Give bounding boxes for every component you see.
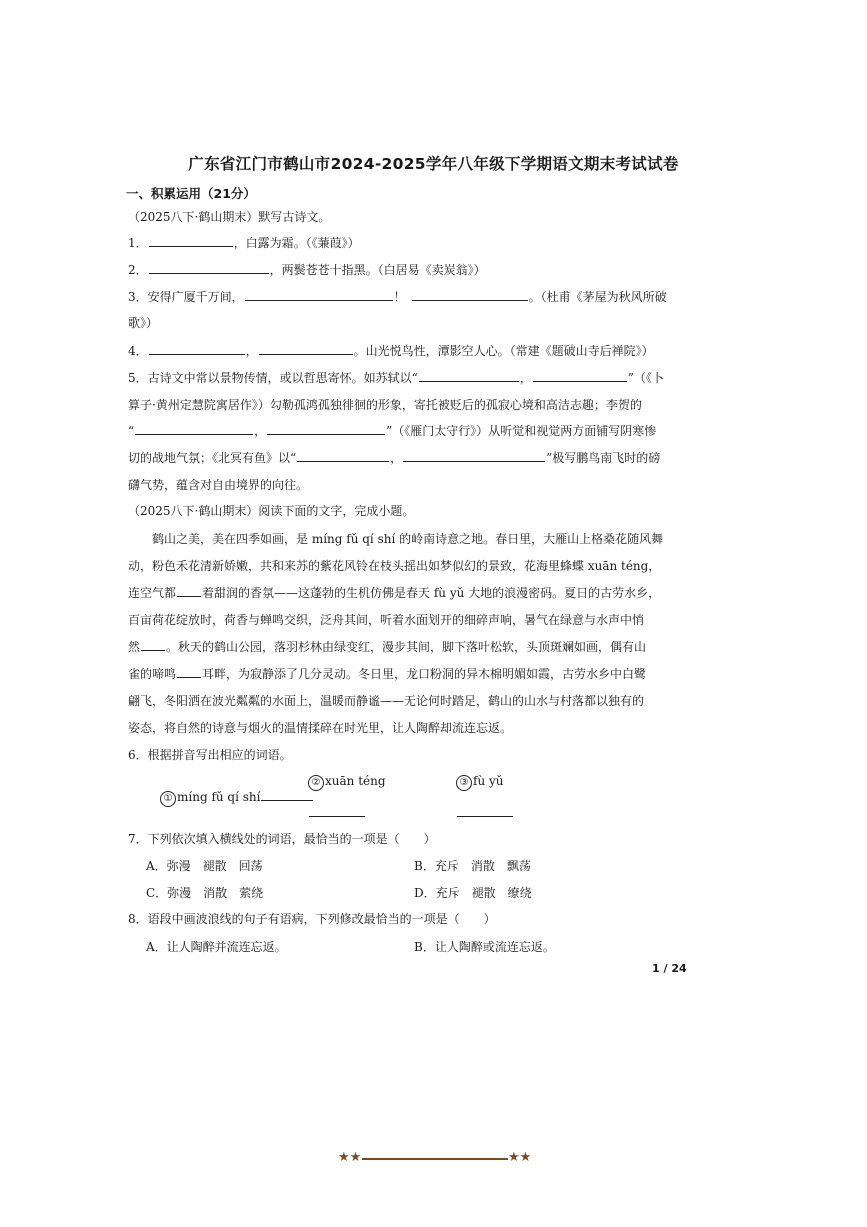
passage-text: 雀的啼鸣: [128, 667, 177, 681]
answer-blank: [419, 369, 519, 382]
passage-line: 鹤山之美，美在四季如画，是 míng fǔ qí shí 的岭南诗意之地。春日里，大雁山上格桑花随风舞: [152, 532, 664, 546]
passage-line: 百亩荷花绽放时，荷香与蝉鸣交织，泛舟其间，听着水面划开的细碎声响，暑气在绿意与水声中悄: [128, 613, 645, 627]
passage-line: [128, 584, 688, 601]
option-d: D．充斥 褪散 缭绕: [414, 886, 532, 900]
answer-blank: [259, 342, 353, 355]
answer-blank: [135, 422, 253, 435]
question-text: 。山光悦鸟性，潭影空人心。（常建《题破山寺后禅院》）: [353, 344, 654, 358]
passage-line: 动，粉色禾花清新娇嫩，共和来苏的紫花风铃在枝头摇出如梦似幻的景致，花海里蜂蝶 xuān téng，: [128, 559, 661, 573]
answer-blank: [267, 422, 385, 435]
question-text: ，: [519, 371, 532, 385]
question-text: 3．安得广厦千万间，: [128, 290, 244, 304]
pinyin-text: míng fǔ qí shí: [177, 790, 261, 804]
question-text: ”（《雁门太守行》）从听觉和视觉两方面铺写阴寒惨: [386, 424, 657, 438]
question-5-line-4: [128, 449, 660, 466]
question-text: ，两鬓苍苍十指黑。（白居易《卖炭翁》）: [269, 263, 486, 277]
passage-line: 姿态，将自然的诗意与烟火的温情揉碎在时光里，让人陶醉却流连忘返。: [128, 721, 513, 735]
question-6: 6．根据拼音写出相应的词语。: [128, 748, 292, 762]
passage-line: [128, 638, 688, 655]
footer-rule: [362, 1158, 508, 1160]
item-number: ③: [456, 775, 472, 791]
question-text: ，: [390, 451, 403, 465]
passage-text: 着甜润的香氛——这蓬勃的生机仿佛是春天 fù yǔ 大地的浪漫密码。夏日的古劳水乡，: [202, 586, 661, 600]
section-heading: 一、积累运用（21分）: [126, 186, 256, 201]
passage-text: 然: [128, 640, 141, 654]
question-text: ”极写鹏鸟南飞时的磅: [546, 451, 661, 465]
question-text: ，白露为霜。（《蒹葭》）: [233, 236, 360, 250]
passage-text: 。秋天的鹤山公园，落羽杉林由绿变红，漫步其间，脚下落叶松软，头顶斑斓如画，偶有山: [166, 640, 647, 654]
star-icon: ★★: [508, 1150, 532, 1165]
exam-title: 广东省江门市鹤山市2024-2025学年八年级下学期语文期末考试试卷: [188, 155, 679, 173]
question-number: 4．: [128, 344, 148, 358]
question-text: 5．古诗文中常以景物传情，或以哲思寄怀。如苏轼以“: [128, 371, 418, 385]
answer-blank: [261, 788, 313, 801]
question-8: 8．语段中画波浪线的句子有语病，下列修改最恰当的一项是（ ）: [128, 912, 496, 926]
answer-blank: [245, 288, 393, 301]
answer-blank: [297, 449, 389, 462]
question-text: ，: [245, 344, 258, 358]
item-number: ①: [160, 791, 176, 807]
footer-ornament: [338, 1150, 530, 1168]
answer-blank: [149, 342, 245, 355]
answer-blank: [177, 665, 201, 678]
passage-text: 耳畔，为寂静添了几分灵动。冬日里，龙口粉洞的异木棉明媚如霞，古劳水乡中白鹭: [202, 667, 647, 681]
question-text: ！: [393, 290, 406, 304]
option-c: C．弥漫 消散 萦绕: [146, 886, 264, 900]
question-5-line-5: 礴气势，蕴含对自由境界的向往。: [128, 478, 309, 492]
question-3-continued: 歌》）: [128, 316, 159, 330]
option-b: B．充斥 消散 飘荡: [414, 859, 531, 873]
passage-text: 连空气都: [128, 586, 177, 600]
reading-intro: （2025八下·鹤山期末）阅读下面的文字，完成小题。: [128, 504, 415, 518]
answer-blank: [533, 369, 627, 382]
pinyin-text: xuān téng: [325, 774, 386, 788]
answer-blank: [149, 261, 269, 274]
question-5-line-1: [128, 369, 664, 386]
question-text: “: [128, 424, 135, 438]
question-5-line-3: [128, 422, 656, 439]
answer-blank: [177, 584, 201, 597]
option-b: B．让人陶醉或流连忘返。: [414, 940, 555, 954]
answer-blank: [457, 804, 513, 817]
pinyin-text: fù yǔ: [473, 774, 504, 788]
option-a: A．弥漫 褪散 回荡: [146, 859, 263, 873]
question-number: 1．: [128, 236, 148, 250]
passage-line: 翩飞，冬阳洒在波光粼粼的水面上，温暖而静谧——无论何时踏足，鹤山的山水与村落都以独有的: [128, 694, 645, 708]
answer-blank: [412, 288, 528, 301]
answer-blank: [141, 638, 165, 651]
question-3: [128, 288, 667, 305]
question-7: 7．下列依次填入横线处的词语，最恰当的一项是（ ）: [128, 832, 436, 846]
pinyin-item-3: [456, 774, 504, 791]
item-number: ②: [308, 775, 324, 791]
question-number: 2．: [128, 263, 148, 277]
answer-blank: [403, 449, 545, 462]
question-1: [128, 234, 360, 251]
pinyin-item-2: [308, 774, 386, 791]
section-intro: （2025八下·鹤山期末）默写古诗文。: [128, 210, 331, 224]
passage-line: [128, 665, 688, 682]
question-2: [128, 261, 486, 278]
option-a: A．让人陶醉并流连忘返。: [146, 940, 287, 954]
answer-blank: [309, 804, 365, 817]
answer-blank: [149, 234, 233, 247]
page-number: 1 / 24: [652, 962, 687, 975]
question-5-line-2: 算子·黄州定慧院寓居作》）勾勒孤鸿孤独徘徊的形象，寄托被贬后的孤寂心境和高洁志趣；李贺的: [128, 398, 642, 412]
question-text: ，: [254, 424, 267, 438]
star-icon: ★★: [338, 1150, 362, 1165]
question-4: [128, 342, 654, 359]
question-text: 切的战地气氛；《北冥有鱼》以“: [128, 451, 297, 465]
question-text: ”（《卜: [627, 371, 664, 385]
pinyin-item-1: [160, 788, 314, 807]
question-text: 。（杜甫《茅屋为秋风所破: [528, 290, 667, 304]
